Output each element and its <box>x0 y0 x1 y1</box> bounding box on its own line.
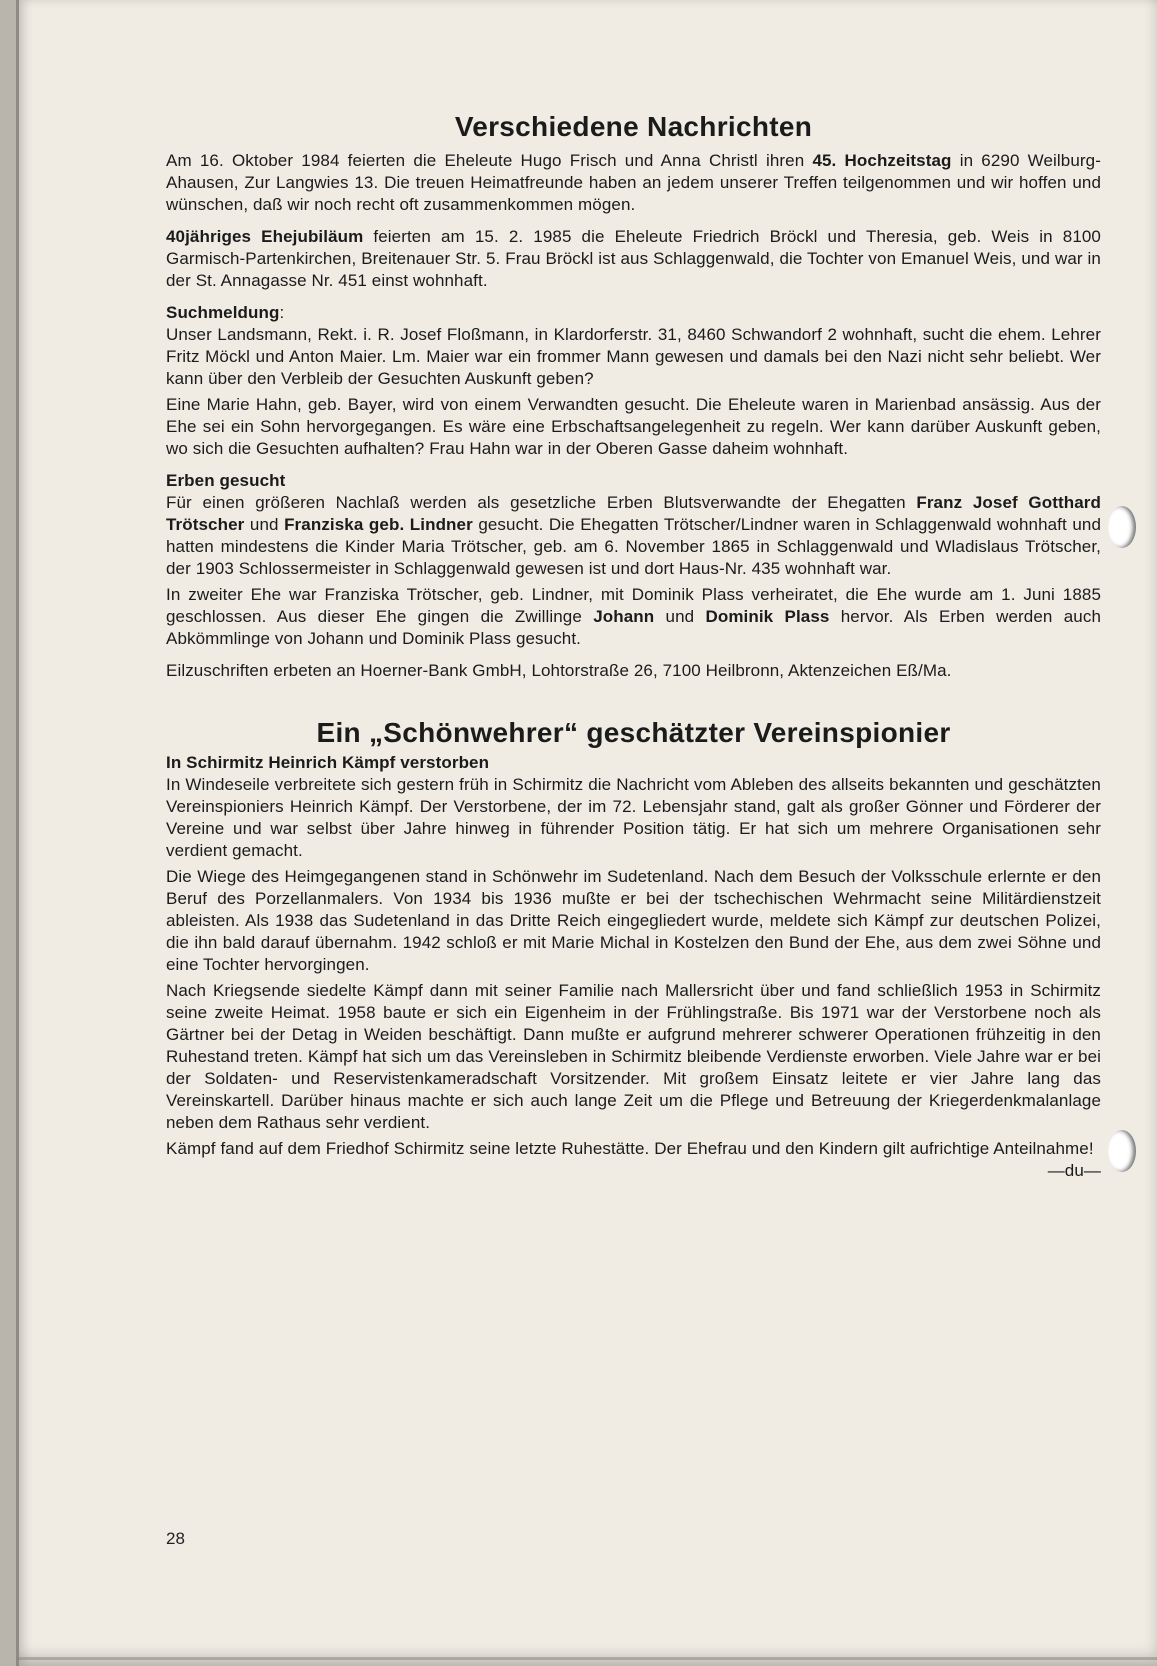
punch-hole-top <box>1108 506 1136 548</box>
page-bottom-edge <box>16 1657 1157 1660</box>
heading-erben-gesucht: Erben gesucht <box>166 471 286 490</box>
heading-suchmeldung: Suchmeldung: <box>166 303 285 322</box>
paragraph-suchmeldung-flossmann: Unser Landsmann, Rekt. i. R. Josef Floßmann, in Klardorferstr. 31, 8460 Schwandorf 2 wohnhaft, sucht die ehem. Lehrer Fritz Möckl und Anton Maier. Lm. Maier war ein frommer Mann gewesen und damals bei den Nazi nicht sehr beliebt. Wer kann über den Verbleib der Gesuchten Auskunft geben? <box>166 325 1101 388</box>
paragraph-kaempf-1: In Windeseile verbreitete sich gestern früh in Schirmitz die Nachricht vom Ableben des allseits bekannten und geschätzten Vereinspioniers Heinrich Kämpf. Der Verstorbene, der im 72. Lebensjahr stand, galt als großer Gönner und Förderer der Vereine und war selbst über Jahre hinweg in führender Position tätig. Er hat sich um mehrere Organisationen sehr verdient gemacht. <box>166 775 1101 860</box>
page-content <box>166 110 1101 1182</box>
article-subtitle-kaempf: In Schirmitz Heinrich Kämpf verstorben <box>166 753 490 772</box>
paragraph-kaempf-3: Nach Kriegsende siedelte Kämpf dann mit seiner Familie nach Mallersricht über und fand schließlich 1953 in Schirmitz seine zweite Heimat. 1958 baute er sich ein Eigenheim in der Frühlingstraße. Bis 1971 war der Verstorbene noch als Gärtner bei der Detag in Weiden beschäftigt. Dann mußte er aufgrund mehrerer schwerer Operationen frühzeitig in den Ruhestand treten. Kämpf hat sich um das Vereinsleben in Schirmitz bleibende Verdienste erworben. Viele Jahre war er bei der Soldaten- und Reservistenkameradschaft Vorsitzender. Mit großem Einsatz leitete er vier Jahre lang das Vereinskartell. Darüber hinaus machte er sich auch lange Zeit um die Pflege und Betreuung der Kriegerdenkmalanlage neben dem Rathaus sehr verdient. <box>166 981 1101 1132</box>
paragraph-kaempf-4: Kämpf fand auf dem Friedhof Schirmitz seine letzte Ruhestätte. Der Ehefrau und den Kindern gilt aufrichtige Anteilnahme! —du— <box>166 1139 1101 1180</box>
paragraph-eilzuschriften: Eilzuschriften erbeten an Hoerner-Bank GmbH, Lohtorstraße 26, 7100 Heilbronn, Aktenzeichen Eß/Ma. <box>166 661 952 680</box>
paragraph-ehejubilaeum: 40jähriges Ehejubiläum feierten am 15. 2. 1985 die Eheleute Friedrich Bröckl und Theresia, geb. Weis in 8100 Garmisch-Partenkirchen, Breitenauer Str. 5. Frau Bröckl ist aus Schlaggenwald, die Tochter von Emanuel Weis, und war in der St. Annagasse Nr. 451 einst wohnhaft. <box>166 227 1101 290</box>
author-signature: —du— <box>1047 1161 1101 1180</box>
paragraph-kaempf-2: Die Wiege des Heimgegangenen stand in Schönwehr im Sudetenland. Nach dem Besuch der Volksschule erlernte er den Beruf des Porzellanmalers. Von 1934 bis 1936 mußte er bei der tschechischen Wehrmacht seine Militärdienstzeit ableisten. Als 1938 das Sudetenland in das Dritte Reich eingegliedert wurde, meldete sich Kämpf zur deutschen Polizei, die ihn bald darauf übernahm. 1942 schloß er mit Marie Michal in Kostelzen den Bund der Ehe, aus dem zwei Söhne und eine Tochter hervorgingen. <box>166 867 1101 974</box>
paragraph-hochzeitstag: Am 16. Oktober 1984 feierten die Eheleute Hugo Frisch und Anna Christl ihren 45. Hochzeitstag in 6290 Weilburg-Ahausen, Zur Langwies 13. Die treuen Heimatfreunde haben an jedem unserer Treffen teilgenommen und wir hoffen und wünschen, daß wir noch recht oft zusammenkommen mögen. <box>166 151 1101 214</box>
article-title-vereinspionier: Ein „Schönwehrer“ geschätzter Vereinspionier <box>316 717 951 748</box>
paragraph-erben-plass: In zweiter Ehe war Franziska Trötscher, geb. Lindner, mit Dominik Plass verheiratet, die Ehe wurde am 1. Juni 1885 geschlossen. Aus dieser Ehe gingen die Zwillinge Johann und Dominik Plass hervor. Als Erben werden auch Abkömmlinge von Johann und Dominik Plass gesucht. <box>166 585 1102 648</box>
page-number: 28 <box>166 1529 185 1548</box>
document-page <box>16 0 1157 1666</box>
paragraph-suchmeldung-hahn: Eine Marie Hahn, geb. Bayer, wird von einem Verwandten gesucht. Die Eheleute waren in Marienbad ansässig. Aus der Ehe sei ein Sohn hervorgegangen. Es wäre eine Erbschaftsangelegenheit zu regeln. Wer kann darüber Auskunft geben, wo sich die Gesuchten aufhalten? Frau Hahn war in der Oberen Gasse daheim wohnhaft. <box>166 395 1101 458</box>
paragraph-erben-troetscher: Für einen größeren Nachlaß werden als gesetzliche Erben Blutsverwandte der Ehegatten Franz Josef Gotthard Trötscher und Franziska geb. Lindner gesucht. Die Ehegatten Trötscher/Lindner waren in Schlaggenwald wohnhaft und hatten mindestens die Kinder Maria Trötscher, geb. am 6. November 1865 in Schlaggenwald und Wladislaus Trötscher, der 1903 Schlossermeister in Schlaggenwald gewesen ist und dort Haus-Nr. 435 wohnhaft war. <box>166 493 1102 578</box>
punch-hole-bottom <box>1108 1130 1136 1172</box>
article-title-verschiedene-nachrichten: Verschiedene Nachrichten <box>454 111 813 142</box>
